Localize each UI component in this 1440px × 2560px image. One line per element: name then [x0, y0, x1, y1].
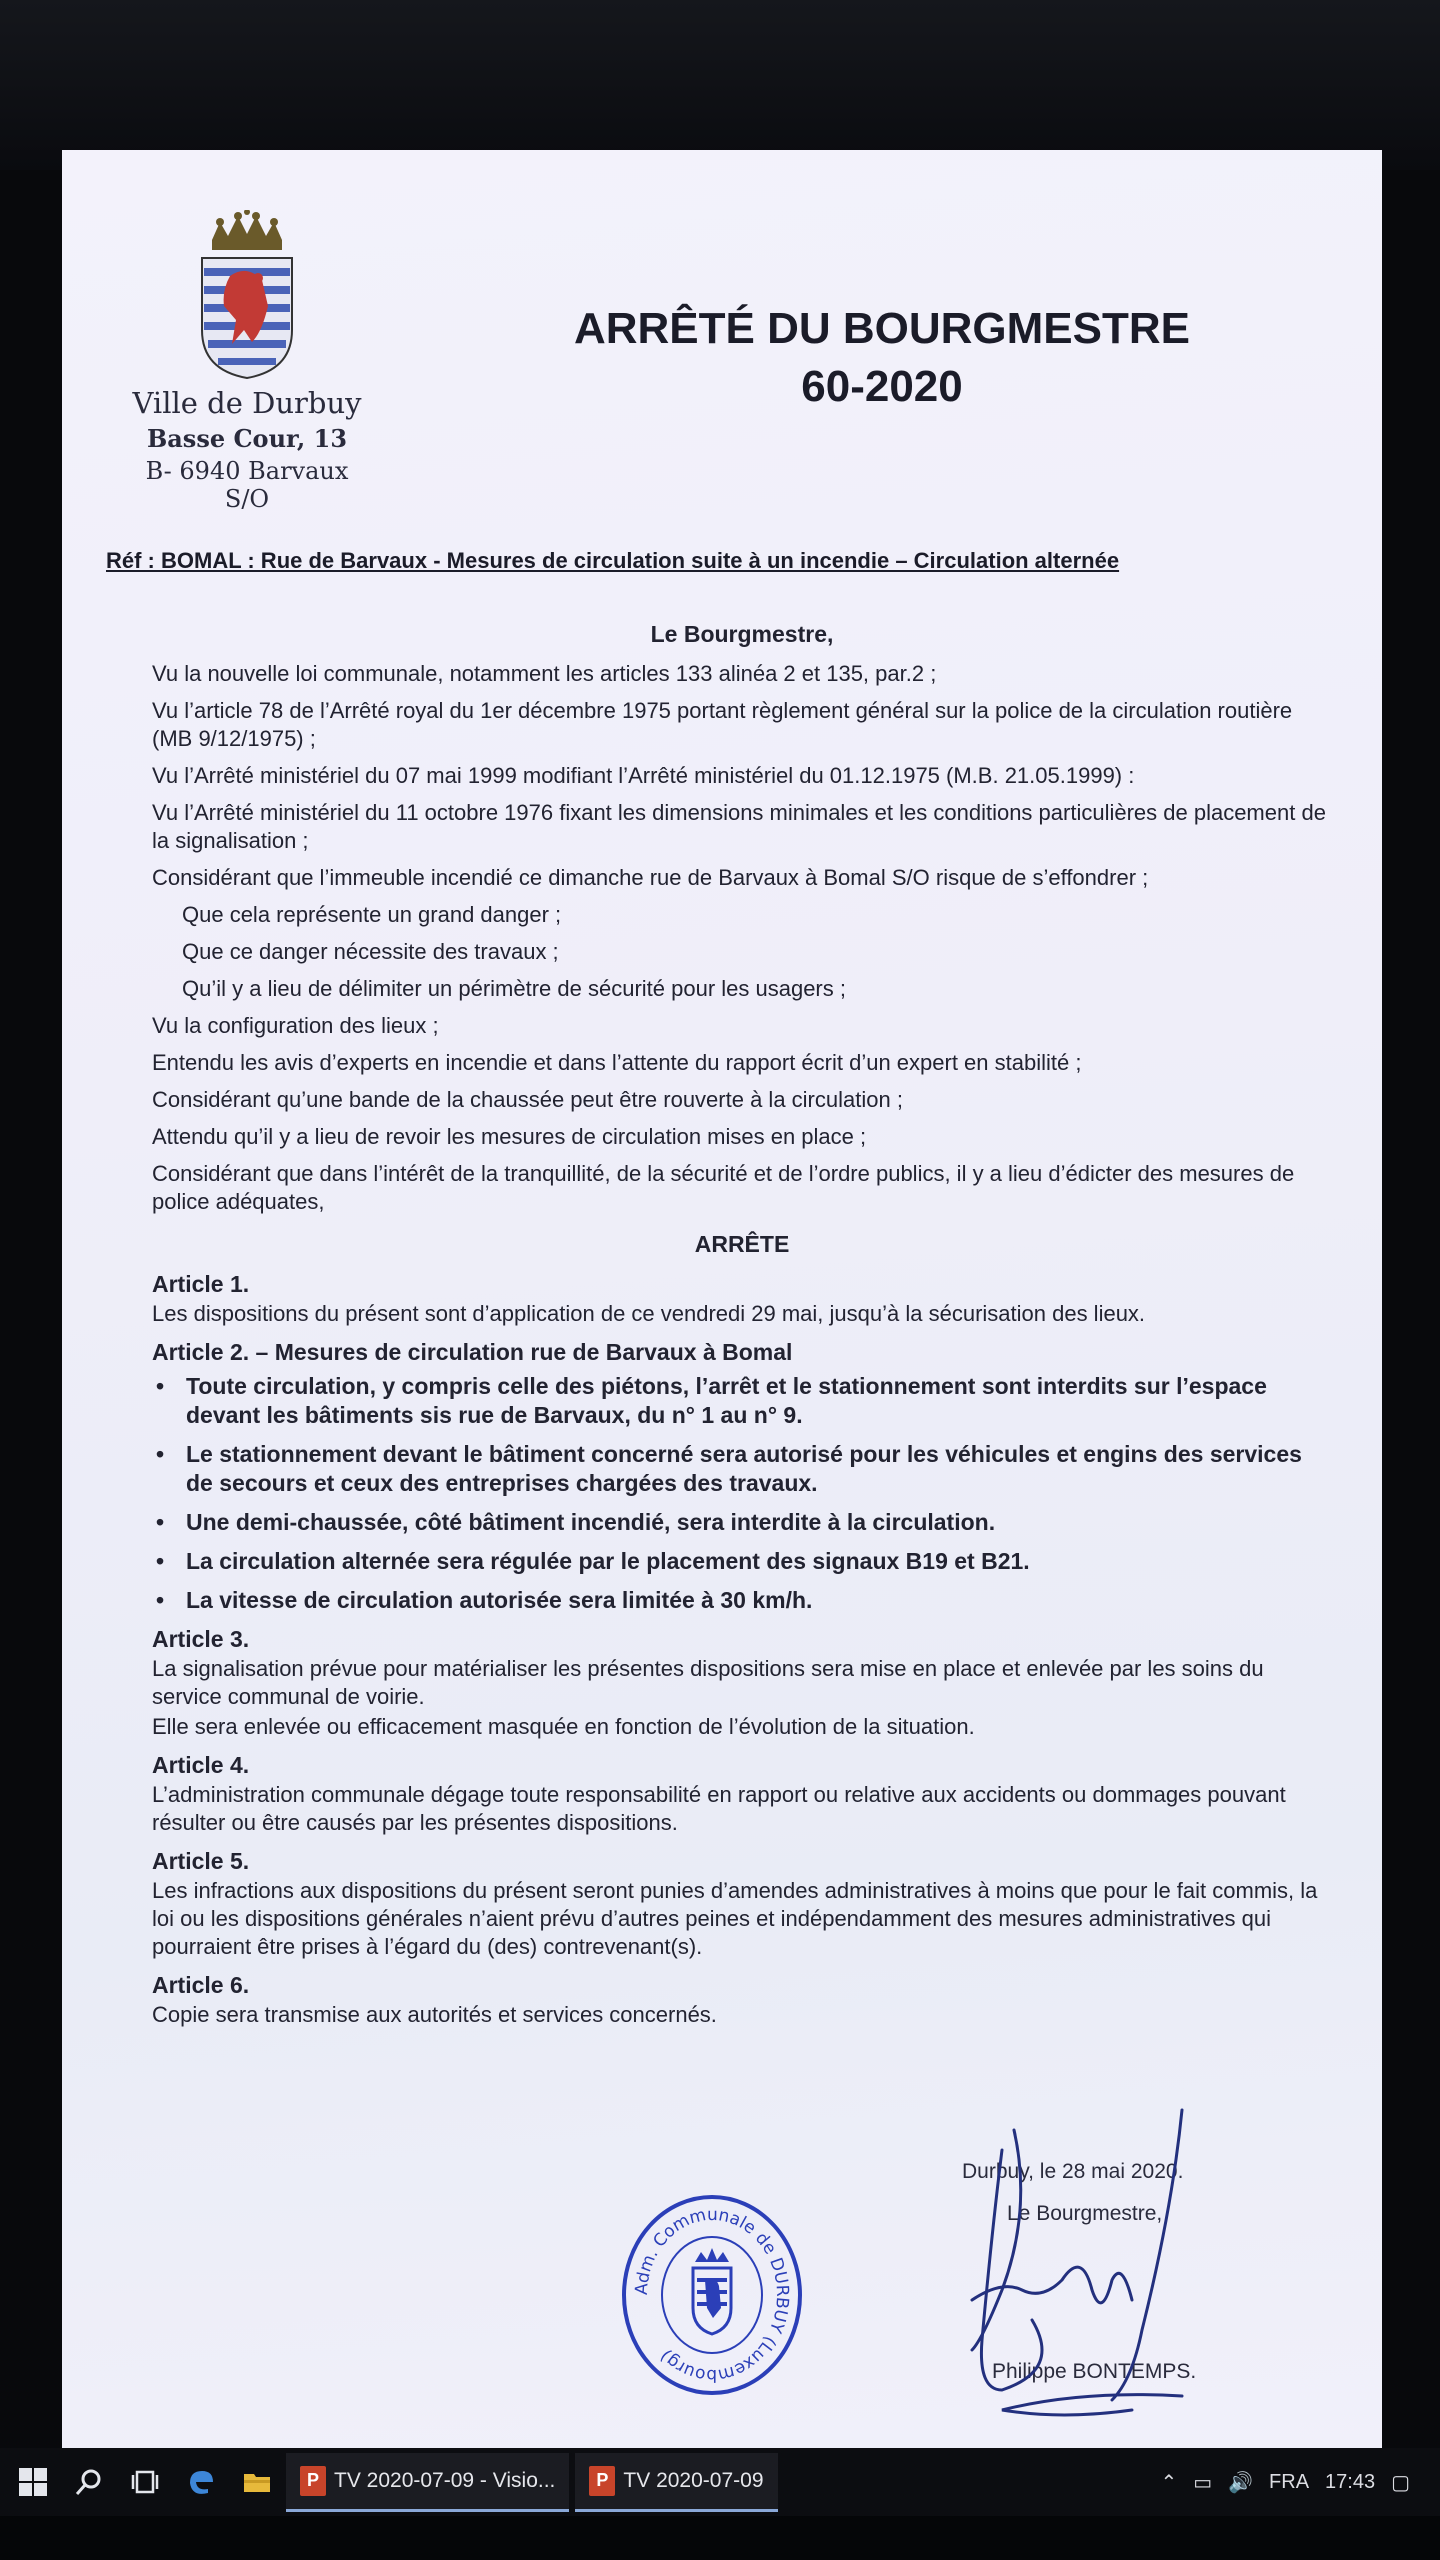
consideration: Vu l’Arrêté ministériel du 11 octobre 1976 fixant les dimensions minimales et les conditions particulières de placement de la signalisation ;: [152, 800, 1326, 853]
stamp-text: Adm. Communale de DURBUY (Luxembourg): [631, 2204, 793, 2386]
article-5-text: Les infractions aux dispositions du présent seront punies d’amendes administratives à moins que pour le fait commis, la loi ou les dispositions générales n’aient prévu d’autres peines et indépendamment des mesures administratives qui pourraient être prises à l’égard du (des) contrevenant(s).: [152, 1878, 1318, 1959]
consideration: Considérant qu’une bande de la chaussée peut être rouverte à la circulation ;: [152, 1087, 903, 1112]
article-6-heading: Article 6.: [152, 1972, 250, 1998]
article-4-heading: Article 4.: [152, 1752, 250, 1778]
consideration: Vu la configuration des lieux ;: [152, 1013, 439, 1038]
town-header: [122, 210, 372, 513]
chevron-up-icon[interactable]: ⌃: [1160, 2471, 1178, 2494]
list-item: • La vitesse de circulation autorisée sera limitée à 30 km/h.: [152, 1586, 1332, 1615]
decree-heading: ARRÊTE: [694, 1231, 790, 1257]
article-2-heading: Article 2. – Mesures de circulation rue de Barvaux à Bomal: [152, 1339, 793, 1365]
signature-name: Philippe BONTEMPS.: [992, 2360, 1197, 2383]
windows-start-icon[interactable]: [10, 2459, 56, 2505]
town-address: Basse Cour, 13: [146, 424, 348, 453]
powerpoint-icon: P: [589, 2466, 615, 2496]
article-1-text: Les dispositions du présent sont d’application de ce vendredi 29 mai, jusqu’à la sécurisation des lieux.: [152, 1301, 1146, 1326]
list-item: • Une demi-chaussée, côté bâtiment incendié, sera interdite à la circulation.: [152, 1508, 1332, 1537]
volume-icon[interactable]: 🔊: [1228, 2471, 1254, 2494]
sub-consideration: Que ce danger nécessite des travaux ;: [182, 939, 559, 964]
taskbar-app-tv[interactable]: [575, 2453, 777, 2512]
town-name: Ville de Durbuy: [132, 386, 362, 420]
consideration: Attendu qu’il y a lieu de revoir les mesures de circulation mises en place ;: [152, 1124, 867, 1149]
windows-taskbar: [0, 2448, 1440, 2516]
article-3-text: La signalisation prévue pour matérialiser les présentes dispositions sera mise en place et enlevée par les soins du service communal de voirie.: [152, 1656, 1264, 1709]
search-icon[interactable]: [66, 2459, 112, 2505]
consideration: Vu l’Arrêté ministériel du 07 mai 1999 modifiant l’Arrêté ministériel du 01.12.1975 (M.B. 21.05.1999) :: [152, 763, 1135, 788]
edge-icon[interactable]: [178, 2459, 224, 2505]
municipal-stamp: [617, 2190, 807, 2400]
intro-heading: Le Bourgmestre,: [650, 621, 834, 647]
town-postcode: B- 6940 Barvaux S/O: [145, 457, 349, 513]
signature-place-date: Durbuy, le 28 mai 2020.: [962, 2160, 1184, 2183]
clock[interactable]: 17:43: [1325, 2470, 1376, 2493]
article-1-heading: Article 1.: [152, 1271, 250, 1297]
document-body: [152, 620, 1332, 2038]
camera-glare-top: [0, 0, 1440, 170]
list-item: • La circulation alternée sera régulée par le placement des signaux B19 et B21.: [152, 1547, 1332, 1576]
taskbar-app-visio[interactable]: [286, 2453, 569, 2512]
consideration: Vu la nouvelle loi communale, notamment les articles 133 alinéa 2 et 135, par.2 ;: [152, 661, 937, 686]
coat-of-arms-icon: [192, 210, 302, 380]
powerpoint-icon: P: [300, 2466, 326, 2496]
taskbar-app-label: TV 2020-07-09: [623, 2468, 764, 2492]
article-4-text: L’administration communale dégage toute responsabilité en rapport ou relative aux accidents ou dommages pouvant résulter ou être causés par les présentes dispositions.: [152, 1782, 1286, 1835]
consideration: Considérant que l’immeuble incendié ce dimanche rue de Barvaux à Bomal S/O risque de s’effondrer ;: [152, 865, 1149, 890]
consideration: Entendu les avis d’experts en incendie et dans l’attente du rapport écrit d’un expert en stabilité ;: [152, 1050, 1082, 1075]
reference-line: Réf : BOMAL : Rue de Barvaux - Mesures de circulation suite à un incendie – Circulation alternée: [106, 548, 1120, 573]
article-5-heading: Article 5.: [152, 1848, 250, 1874]
article-6-text: Copie sera transmise aux autorités et services concernés.: [152, 2002, 717, 2027]
list-item: • Toute circulation, y compris celle des piétons, l’arrêt et le stationnement sont interdits sur l’espace devant les bâtiments sis rue de Barvaux, du n° 1 au n° 9.: [152, 1372, 1332, 1430]
notification-icon[interactable]: ▢: [1391, 2471, 1410, 2494]
consideration: Vu l’article 78 de l’Arrêté royal du 1er décembre 1975 portant règlement général sur la police de la circulation routière (MB 9/12/1975) ;: [152, 698, 1293, 751]
title-line-2: 60-2020: [801, 362, 963, 411]
article-3-text: Elle sera enlevée ou efficacement masquée en fonction de l’évolution de la situation.: [152, 1714, 975, 1739]
document-title: [562, 300, 1202, 416]
system-tray: [1160, 2470, 1440, 2495]
sub-consideration: Qu’il y a lieu de délimiter un périmètre de sécurité pour les usagers ;: [182, 976, 846, 1001]
screen-bezel-bottom: [0, 2516, 1440, 2560]
task-view-icon[interactable]: [122, 2459, 168, 2505]
handwritten-signature: [942, 2090, 1262, 2430]
battery-icon[interactable]: ▭: [1193, 2471, 1213, 2494]
language-indicator[interactable]: FRA: [1269, 2470, 1310, 2493]
document-page: [62, 150, 1382, 2450]
article-3-heading: Article 3.: [152, 1626, 250, 1652]
list-item: • Le stationnement devant le bâtiment concerné sera autorisé pour les véhicules et engins des services de secours et ceux des entreprises chargées des travaux.: [152, 1440, 1332, 1498]
sub-consideration: Que cela représente un grand danger ;: [182, 902, 562, 927]
signature-role: Le Bourgmestre,: [1007, 2202, 1163, 2225]
title-line-1: ARRÊTÉ DU BOURGMESTRE: [573, 304, 1191, 353]
file-explorer-icon[interactable]: [234, 2459, 280, 2505]
consideration: Considérant que dans l’intérêt de la tranquillité, de la sécurité et de l’ordre publics, il y a lieu d’édicter des mesures de police adéquates,: [152, 1161, 1295, 1214]
taskbar-app-label: TV 2020-07-09 - Visio...: [334, 2468, 556, 2492]
article-2-list: [152, 1372, 1332, 1615]
